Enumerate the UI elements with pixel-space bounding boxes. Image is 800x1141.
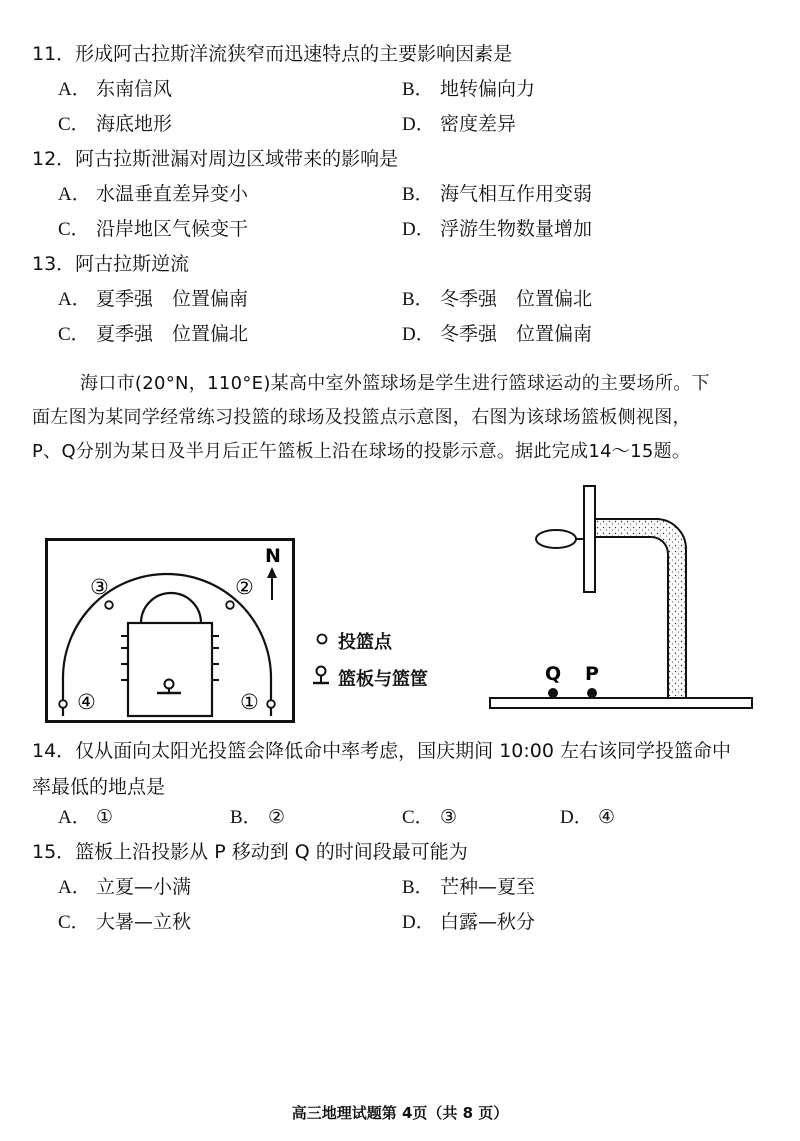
page-footer: 高三地理试题第 4页（共 8 页） [291, 1104, 509, 1122]
north-label: N [265, 545, 281, 567]
q14-option-b[interactable]: B． ② [230, 806, 286, 828]
label-p: P [585, 663, 599, 685]
free-throw-arc [141, 593, 201, 623]
hoop-symbol [157, 680, 181, 694]
key-area [128, 623, 212, 716]
q13-option-a[interactable]: A． 夏季强 位置偏南 [58, 288, 249, 310]
q14-option-c[interactable]: C． ③ [402, 806, 458, 828]
q11-stem: 11．形成阿古拉斯洋流狭窄而迅速特点的主要影响因素是 [32, 43, 513, 65]
label-2: ② [235, 575, 254, 599]
q14-option-d[interactable]: D． ④ [560, 806, 616, 828]
q15-option-b[interactable]: B． 芒种—夏至 [402, 876, 536, 898]
q13-stem: 13．阿古拉斯逆流 [32, 253, 190, 275]
q11-option-b[interactable]: B． 地转偏向力 [402, 78, 536, 100]
label-3: ③ [90, 575, 109, 599]
q14-stem [32, 733, 777, 805]
backboard-side-view [488, 484, 760, 714]
north-arrow-icon [267, 567, 277, 600]
shot-point-1[interactable] [267, 700, 275, 708]
passage-line-3: P、Q分别为某日及半月后正午篮板上沿在球场的投影示意。据此完成14～15题。 [32, 441, 691, 462]
q14-stem-line-1: 14．仅从面向太阳光投篮会降低命中率考虑，国庆期间 10:00 左右该同学投篮命中 [32, 740, 732, 762]
q14-option-a[interactable]: A． ① [58, 806, 114, 828]
rim [536, 530, 576, 548]
point-q[interactable] [548, 688, 558, 698]
q11-option-a[interactable]: A． 东南信风 [58, 78, 173, 100]
support-pole [595, 519, 686, 698]
label-q: Q [545, 663, 562, 685]
legend-shot-label: 投篮点 [338, 632, 392, 653]
q13-option-b[interactable]: B． 冬季强 位置偏北 [402, 288, 593, 310]
q13-option-d[interactable]: D． 冬季强 位置偏南 [402, 323, 593, 345]
legend-shot-icon [314, 631, 330, 647]
shot-point-4[interactable] [59, 700, 67, 708]
reading-passage [32, 367, 772, 469]
shot-point-2[interactable] [226, 601, 234, 609]
lane-hash-marks [121, 636, 219, 680]
q11-option-c[interactable]: C． 海底地形 [58, 113, 173, 135]
passage-line-2: 面左图为某同学经常练习投篮的球场及投篮点示意图，右图为该球场篮板侧视图， [32, 407, 691, 428]
q12-option-b[interactable]: B． 海气相互作用变弱 [402, 183, 593, 205]
q15-stem: 15．篮板上沿投影从 P 移动到 Q 的时间段最可能为 [32, 841, 468, 863]
q12-option-d[interactable]: D． 浮游生物数量增加 [402, 218, 593, 240]
q11-option-d[interactable]: D． 密度差异 [402, 113, 517, 135]
q12-option-c[interactable]: C． 沿岸地区气候变干 [58, 218, 249, 240]
point-p[interactable] [587, 688, 597, 698]
q14-stem-line-2: 率最低的地点是 [32, 776, 166, 798]
legend-hoop-icon [310, 664, 332, 688]
court-diagram [45, 538, 295, 723]
legend-hoop-label: 篮板与篮筐 [338, 669, 428, 690]
passage-line-1: 海口市(20°N，110°E)某高中室外篮球场是学生进行篮球运动的主要场所。下 [80, 373, 710, 394]
shot-point-3[interactable] [105, 601, 113, 609]
q12-option-a[interactable]: A． 水温垂直差异变小 [58, 183, 249, 205]
backboard [584, 486, 595, 592]
label-1: ① [240, 690, 259, 714]
q15-option-c[interactable]: C． 大暑—立秋 [58, 911, 192, 933]
q12-stem: 12．阿古拉斯泄漏对周边区域带来的影响是 [32, 148, 399, 170]
ground-line [490, 698, 752, 708]
label-4: ④ [77, 690, 96, 714]
q13-option-c[interactable]: C． 夏季强 位置偏北 [58, 323, 249, 345]
q15-option-a[interactable]: A． 立夏—小满 [58, 876, 192, 898]
q15-option-d[interactable]: D． 白露—秋分 [402, 911, 536, 933]
